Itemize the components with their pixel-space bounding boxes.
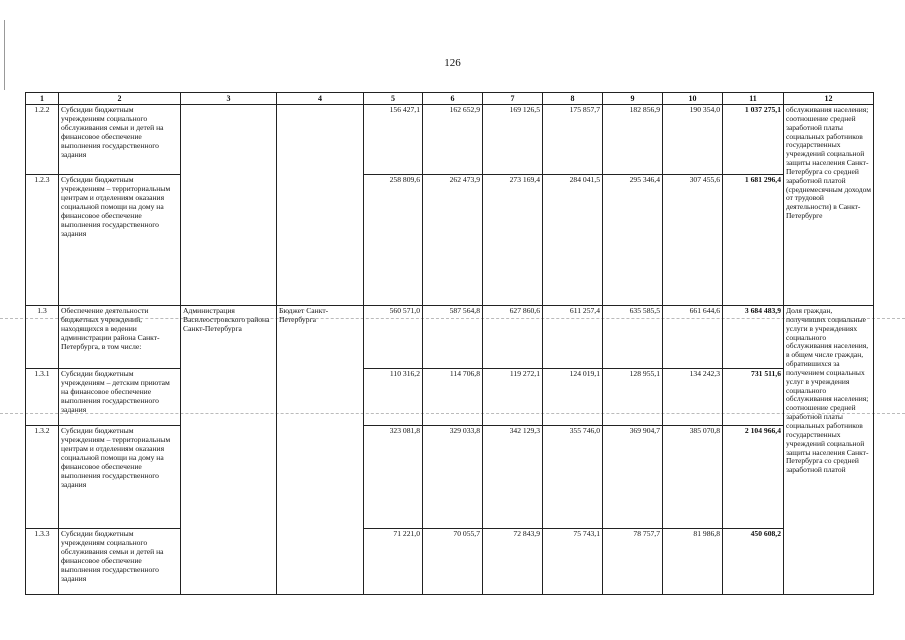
- row-code: 1.3: [26, 306, 59, 369]
- total-cell: 2 104 966,4: [723, 426, 784, 529]
- row-name: Обеспечение деятельности бюджетных учреждений, находящихся в ведении администрации района Санкт-Петербурга, в том числе:: [59, 306, 181, 369]
- value-cell: 175 857,7: [543, 105, 603, 175]
- value-cell: 273 169,4: [483, 175, 543, 306]
- budget-table: [25, 92, 874, 595]
- column-header: 8: [543, 93, 603, 105]
- value-cell: 190 354,0: [663, 105, 723, 175]
- value-cell: 369 904,7: [603, 426, 663, 529]
- column-header: 7: [483, 93, 543, 105]
- value-cell: 169 126,5: [483, 105, 543, 175]
- value-cell: 182 856,9: [603, 105, 663, 175]
- value-cell: 72 843,9: [483, 529, 543, 595]
- page-number: 126: [444, 57, 461, 69]
- executor-cell: Администрация Василеостровского района Санкт-Петербурга: [181, 306, 277, 595]
- total-cell: 3 684 483,9: [723, 306, 784, 369]
- value-cell: 329 033,8: [423, 426, 483, 529]
- indicator-cell: Доля граждан, получивших социальные услуги в учреждениях социального обслуживания населения, в общем числе граждан, обратившихся за получением социальных услуг в учреждения социального обслуживания населения; соотношение средней заработной платы социальных работников государственных учреждений социальной защиты населения Санкт-Петербурга со средней заработной платой: [784, 306, 874, 595]
- table-row: [26, 369, 874, 426]
- table-row: [26, 529, 874, 595]
- table-row: [26, 426, 874, 529]
- value-cell: 114 706,8: [423, 369, 483, 426]
- column-header: 9: [603, 93, 663, 105]
- value-cell: 134 242,3: [663, 369, 723, 426]
- value-cell: 258 809,6: [364, 175, 423, 306]
- table-row: [26, 175, 874, 306]
- column-header: 1: [26, 93, 59, 105]
- value-cell: 611 257,4: [543, 306, 603, 369]
- row-name: Субсидии бюджетным учреждениям – детским приютам на финансовое обеспечение выполнения государственного задания: [59, 369, 181, 426]
- column-header: 6: [423, 93, 483, 105]
- row-code: 1.3.1: [26, 369, 59, 426]
- row-name: Субсидии бюджетным учреждениям социального обслуживания семьи и детей на финансовое обеспечение выполнения государственного задания: [59, 529, 181, 595]
- value-cell: 307 455,6: [663, 175, 723, 306]
- value-cell: 295 346,4: [603, 175, 663, 306]
- value-cell: 262 473,9: [423, 175, 483, 306]
- column-header: 4: [277, 93, 364, 105]
- value-cell: 124 019,1: [543, 369, 603, 426]
- row-code: 1.3.3: [26, 529, 59, 595]
- value-cell: 635 585,5: [603, 306, 663, 369]
- value-cell: 162 652,9: [423, 105, 483, 175]
- value-cell: 587 564,8: [423, 306, 483, 369]
- source-cell: [277, 105, 364, 306]
- value-cell: 323 081,8: [364, 426, 423, 529]
- header-row: [26, 93, 874, 105]
- scan-mark: [4, 20, 5, 90]
- value-cell: 81 986,8: [663, 529, 723, 595]
- column-header: 10: [663, 93, 723, 105]
- value-cell: 342 129,3: [483, 426, 543, 529]
- value-cell: 71 221,0: [364, 529, 423, 595]
- source-cell: Бюджет Санкт-Петербурга: [277, 306, 364, 595]
- value-cell: 661 644,6: [663, 306, 723, 369]
- column-header: 11: [723, 93, 784, 105]
- value-cell: 128 955,1: [603, 369, 663, 426]
- total-cell: 1 681 296,4: [723, 175, 784, 306]
- value-cell: 70 055,7: [423, 529, 483, 595]
- table-row: [26, 105, 874, 175]
- value-cell: 627 860,6: [483, 306, 543, 369]
- value-cell: 78 757,7: [603, 529, 663, 595]
- column-header: 3: [181, 93, 277, 105]
- value-cell: 385 070,8: [663, 426, 723, 529]
- row-code: 1.2.2: [26, 105, 59, 175]
- row-code: 1.2.3: [26, 175, 59, 306]
- column-header: 5: [364, 93, 423, 105]
- column-header: 2: [59, 93, 181, 105]
- total-cell: 450 608,2: [723, 529, 784, 595]
- table-row: [26, 306, 874, 369]
- indicator-cell: обслуживания населения; соотношение средней заработной платы социальных работников государственных учреждений социальной защиты населения Санкт-Петербурга со средней заработной платой (среднемесячным доходом от трудовой деятельности) в Санкт-Петербурге: [784, 105, 874, 306]
- value-cell: 284 041,5: [543, 175, 603, 306]
- value-cell: 560 571,0: [364, 306, 423, 369]
- value-cell: 75 743,1: [543, 529, 603, 595]
- row-code: 1.3.2: [26, 426, 59, 529]
- value-cell: 355 746,0: [543, 426, 603, 529]
- total-cell: 731 511,6: [723, 369, 784, 426]
- total-cell: 1 037 275,1: [723, 105, 784, 175]
- column-header: 12: [784, 93, 874, 105]
- value-cell: 110 316,2: [364, 369, 423, 426]
- row-name: Субсидии бюджетным учреждениям – территориальным центрам и отделениям оказания социальной помощи на дому на финансовое обеспечение выполнения государственного задания: [59, 175, 181, 306]
- value-cell: 156 427,1: [364, 105, 423, 175]
- row-name: Субсидии бюджетным учреждениям – территориальным центрам и отделениям оказания социальной помощи на дому на финансовое обеспечение выполнения государственного задания: [59, 426, 181, 529]
- row-name: Субсидии бюджетным учреждениям социального обслуживания семьи и детей на финансовое обеспечение выполнения государственного задания: [59, 105, 181, 175]
- value-cell: 119 272,1: [483, 369, 543, 426]
- executor-cell: [181, 105, 277, 306]
